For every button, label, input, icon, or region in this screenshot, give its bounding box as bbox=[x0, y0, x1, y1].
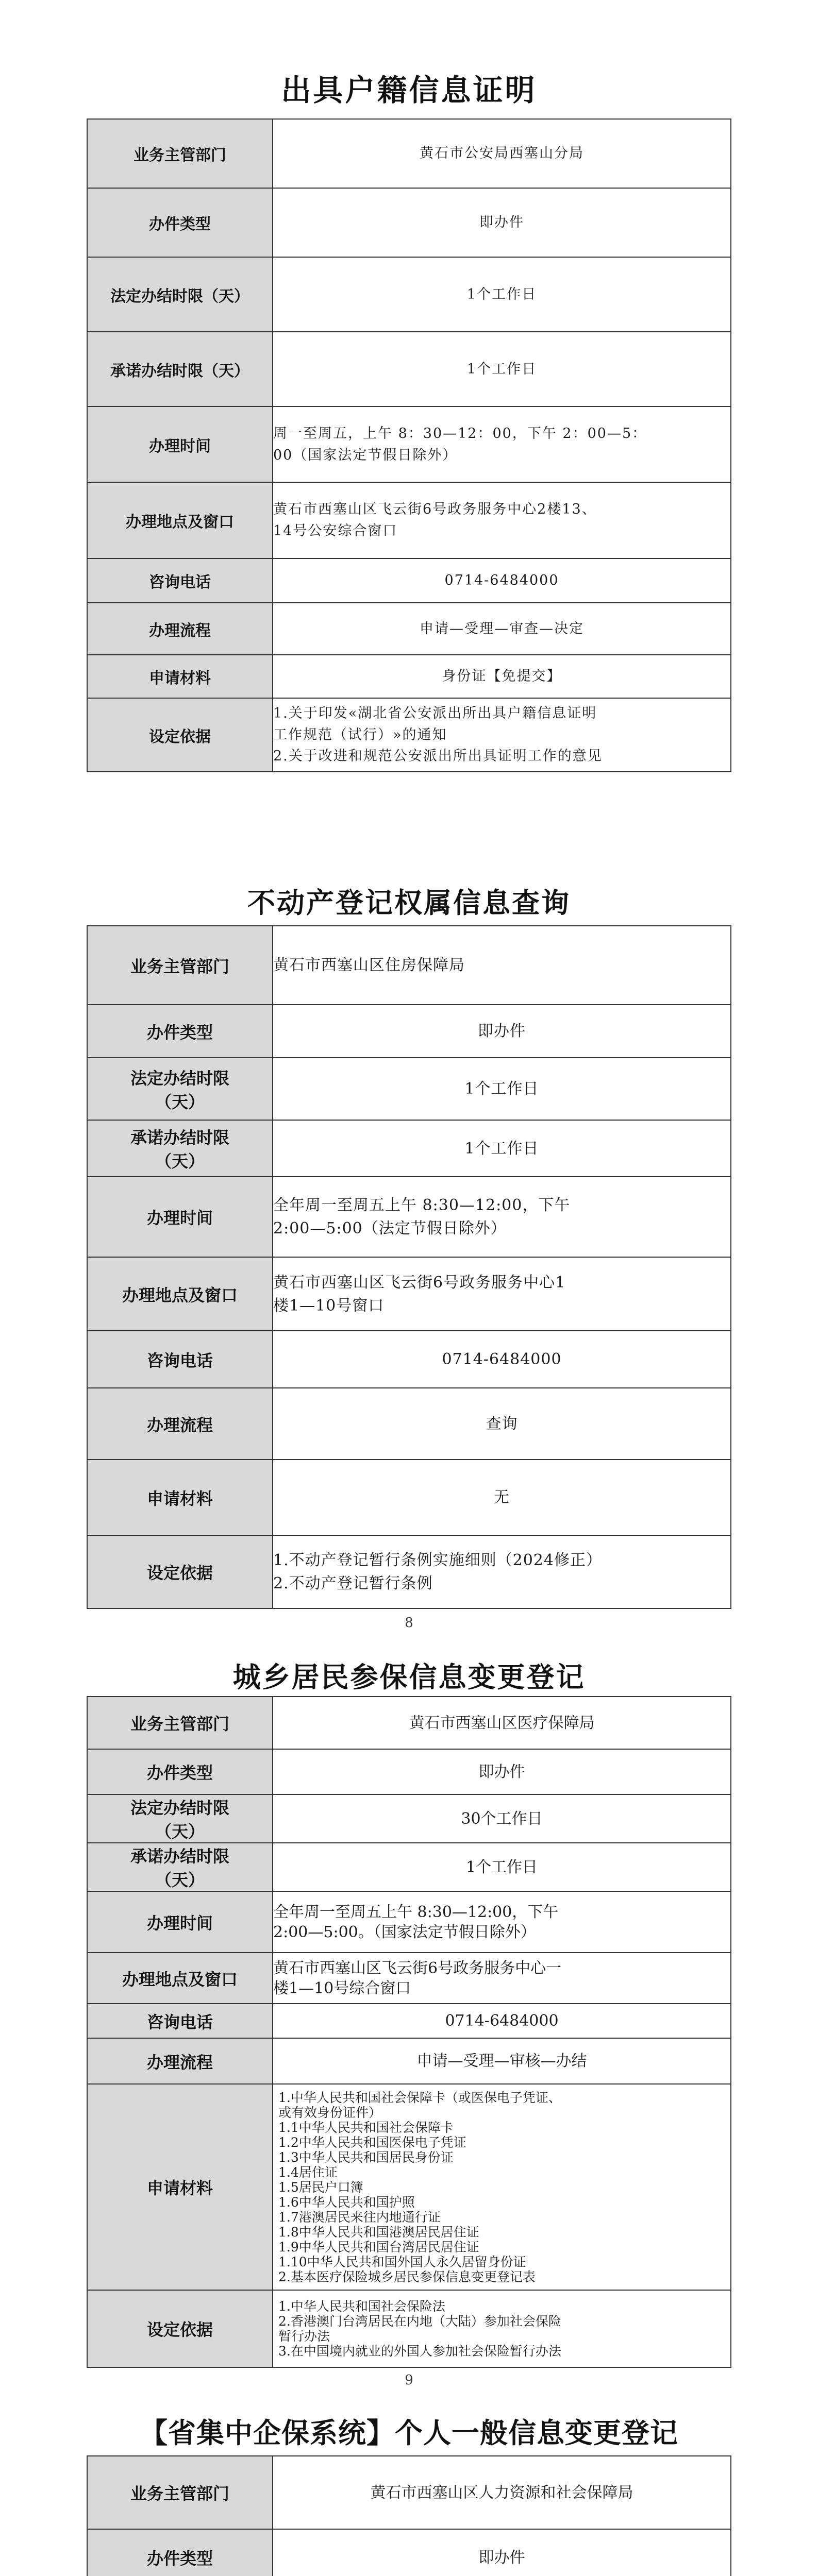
value-phone: 0714-6484000 bbox=[273, 2004, 731, 2038]
section-title: 城乡居民参保信息变更登记 bbox=[232, 1660, 586, 1693]
value-process: 申请—受理—审核—办结 bbox=[273, 2038, 731, 2084]
value-materials: 1.中华人民共和国社会保障卡（或医保电子凭证、 或有效身份证件） 1.1中华人民共和国社会保障卡 1.2中华人民共和国医保电子凭证 1.3中华人民共和国居民身份证 1.4居住证 1.5居民户口簿 1.6中华人民共和国护照 1.7港澳居民来往内地通行证 1.8中华人民共和国港澳居民居住证 1.9中华人民共和国台湾居民居住证 1.10中华人民共和国外国人永久居留身份证 2.基本医疗保险城乡居民参保信息变更登记表 bbox=[273, 2084, 731, 2290]
label-location: 办理地点及窗口 bbox=[87, 1953, 273, 2004]
value-process: 申请—受理—审查—决定 bbox=[273, 603, 731, 655]
label-phone: 咨询电话 bbox=[87, 1331, 273, 1388]
label-office-hours: 办理时间 bbox=[87, 1891, 273, 1953]
value-department: 黄石市西塞山区住房保障局 bbox=[273, 926, 731, 1005]
value-office-hours: 全年周一至周五上午 8:30—12:00，下午 2:00—5:00（法定节假日除外） bbox=[273, 1177, 731, 1257]
value-promised-time-limit: 1个工作日 bbox=[273, 332, 731, 406]
label-materials: 申请材料 bbox=[87, 2084, 273, 2290]
page-number: 8 bbox=[405, 1615, 413, 1631]
value-department: 黄石市西塞山区医疗保障局 bbox=[273, 1697, 731, 1749]
label-materials: 申请材料 bbox=[87, 655, 273, 698]
value-legal-basis: 1.不动产登记暂行条例实施细则（2024修正） 2.不动产登记暂行条例 bbox=[273, 1535, 731, 1608]
label-promised-time-limit: 承诺办结时限 （天） bbox=[87, 1843, 273, 1891]
label-case-type: 办件类型 bbox=[87, 2529, 273, 2576]
label-promised-time-limit: 承诺办结时限 （天） bbox=[87, 1120, 273, 1177]
value-department: 黄石市西塞山区人力资源和社会保障局 bbox=[273, 2456, 731, 2529]
value-promised-time-limit: 1个工作日 bbox=[273, 1843, 731, 1891]
label-process: 办理流程 bbox=[87, 603, 273, 655]
value-location: 黄石市西塞山区飞云街6号政务服务中心2楼13、 14号公安综合窗口 bbox=[273, 482, 731, 558]
value-office-hours: 周一至周五，上午 8：30—12：00，下午 2：00—5： 00（国家法定节假日除外） bbox=[273, 406, 731, 482]
label-location: 办理地点及窗口 bbox=[87, 482, 273, 558]
value-case-type: 即办件 bbox=[273, 2529, 731, 2576]
label-department: 业务主管部门 bbox=[87, 926, 273, 1005]
label-promised-time-limit: 承诺办结时限（天） bbox=[87, 332, 273, 406]
value-promised-time-limit: 1个工作日 bbox=[273, 1120, 731, 1177]
section-title: 【省集中企保系统】个人一般信息变更登记 bbox=[140, 2416, 678, 2449]
value-office-hours: 全年周一至周五上午 8:30—12:00，下午 2:00—5:00。（国家法定节假日除外） bbox=[273, 1891, 731, 1953]
section-title: 出具户籍信息证明 bbox=[281, 73, 537, 108]
value-location: 黄石市西塞山区飞云街6号政务服务中心1 楼1—10号窗口 bbox=[273, 1257, 731, 1331]
label-office-hours: 办理时间 bbox=[87, 1177, 273, 1257]
label-phone: 咨询电话 bbox=[87, 2004, 273, 2038]
value-location: 黄石市西塞山区飞云街6号政务服务中心一 楼1—10号综合窗口 bbox=[273, 1953, 731, 2004]
info-table bbox=[87, 118, 731, 772]
label-department: 业务主管部门 bbox=[87, 119, 273, 188]
label-case-type: 办件类型 bbox=[87, 188, 273, 257]
value-case-type: 即办件 bbox=[273, 188, 731, 257]
label-process: 办理流程 bbox=[87, 1388, 273, 1460]
label-case-type: 办件类型 bbox=[87, 1005, 273, 1058]
label-process: 办理流程 bbox=[87, 2038, 273, 2084]
label-department: 业务主管部门 bbox=[87, 1697, 273, 1749]
label-legal-time-limit: 法定办结时限 （天） bbox=[87, 1058, 273, 1120]
value-materials: 身份证【免提交】 bbox=[273, 655, 731, 698]
label-legal-time-limit: 法定办结时限（天） bbox=[87, 257, 273, 332]
value-legal-basis: 1.关于印发«湖北省公安派出所出具户籍信息证明 工作规范（试行）»的通知 2.关于改进和规范公安派出所出具证明工作的意见 bbox=[273, 698, 731, 772]
value-process: 查询 bbox=[273, 1388, 731, 1460]
label-legal-basis: 设定依据 bbox=[87, 2290, 273, 2367]
value-materials: 无 bbox=[273, 1460, 731, 1535]
label-phone: 咨询电话 bbox=[87, 558, 273, 603]
value-legal-time-limit: 1个工作日 bbox=[273, 1058, 731, 1120]
value-case-type: 即办件 bbox=[273, 1749, 731, 1794]
value-legal-time-limit: 30个工作日 bbox=[273, 1794, 731, 1843]
info-table bbox=[87, 2455, 731, 2576]
page-number: 9 bbox=[405, 2372, 413, 2388]
value-legal-time-limit: 1个工作日 bbox=[273, 257, 731, 332]
label-legal-time-limit: 法定办结时限 （天） bbox=[87, 1794, 273, 1843]
label-location: 办理地点及窗口 bbox=[87, 1257, 273, 1331]
label-materials: 申请材料 bbox=[87, 1460, 273, 1535]
value-department: 黄石市公安局西塞山分局 bbox=[273, 119, 731, 188]
value-case-type: 即办件 bbox=[273, 1005, 731, 1058]
label-case-type: 办件类型 bbox=[87, 1749, 273, 1794]
label-legal-basis: 设定依据 bbox=[87, 698, 273, 772]
section-title: 不动产登记权属信息查询 bbox=[247, 886, 571, 919]
label-legal-basis: 设定依据 bbox=[87, 1535, 273, 1608]
value-phone: 0714-6484000 bbox=[273, 1331, 731, 1388]
value-phone: 0714-6484000 bbox=[273, 558, 731, 603]
label-department: 业务主管部门 bbox=[87, 2456, 273, 2529]
value-legal-basis: 1.中华人民共和国社会保险法 2.香港澳门台湾居民在内地（大陆）参加社会保险 暂行办法 3.在中国境内就业的外国人参加社会保险暂行办法 bbox=[273, 2290, 731, 2367]
label-office-hours: 办理时间 bbox=[87, 406, 273, 482]
info-table bbox=[87, 925, 731, 1609]
info-table bbox=[87, 1696, 731, 2368]
